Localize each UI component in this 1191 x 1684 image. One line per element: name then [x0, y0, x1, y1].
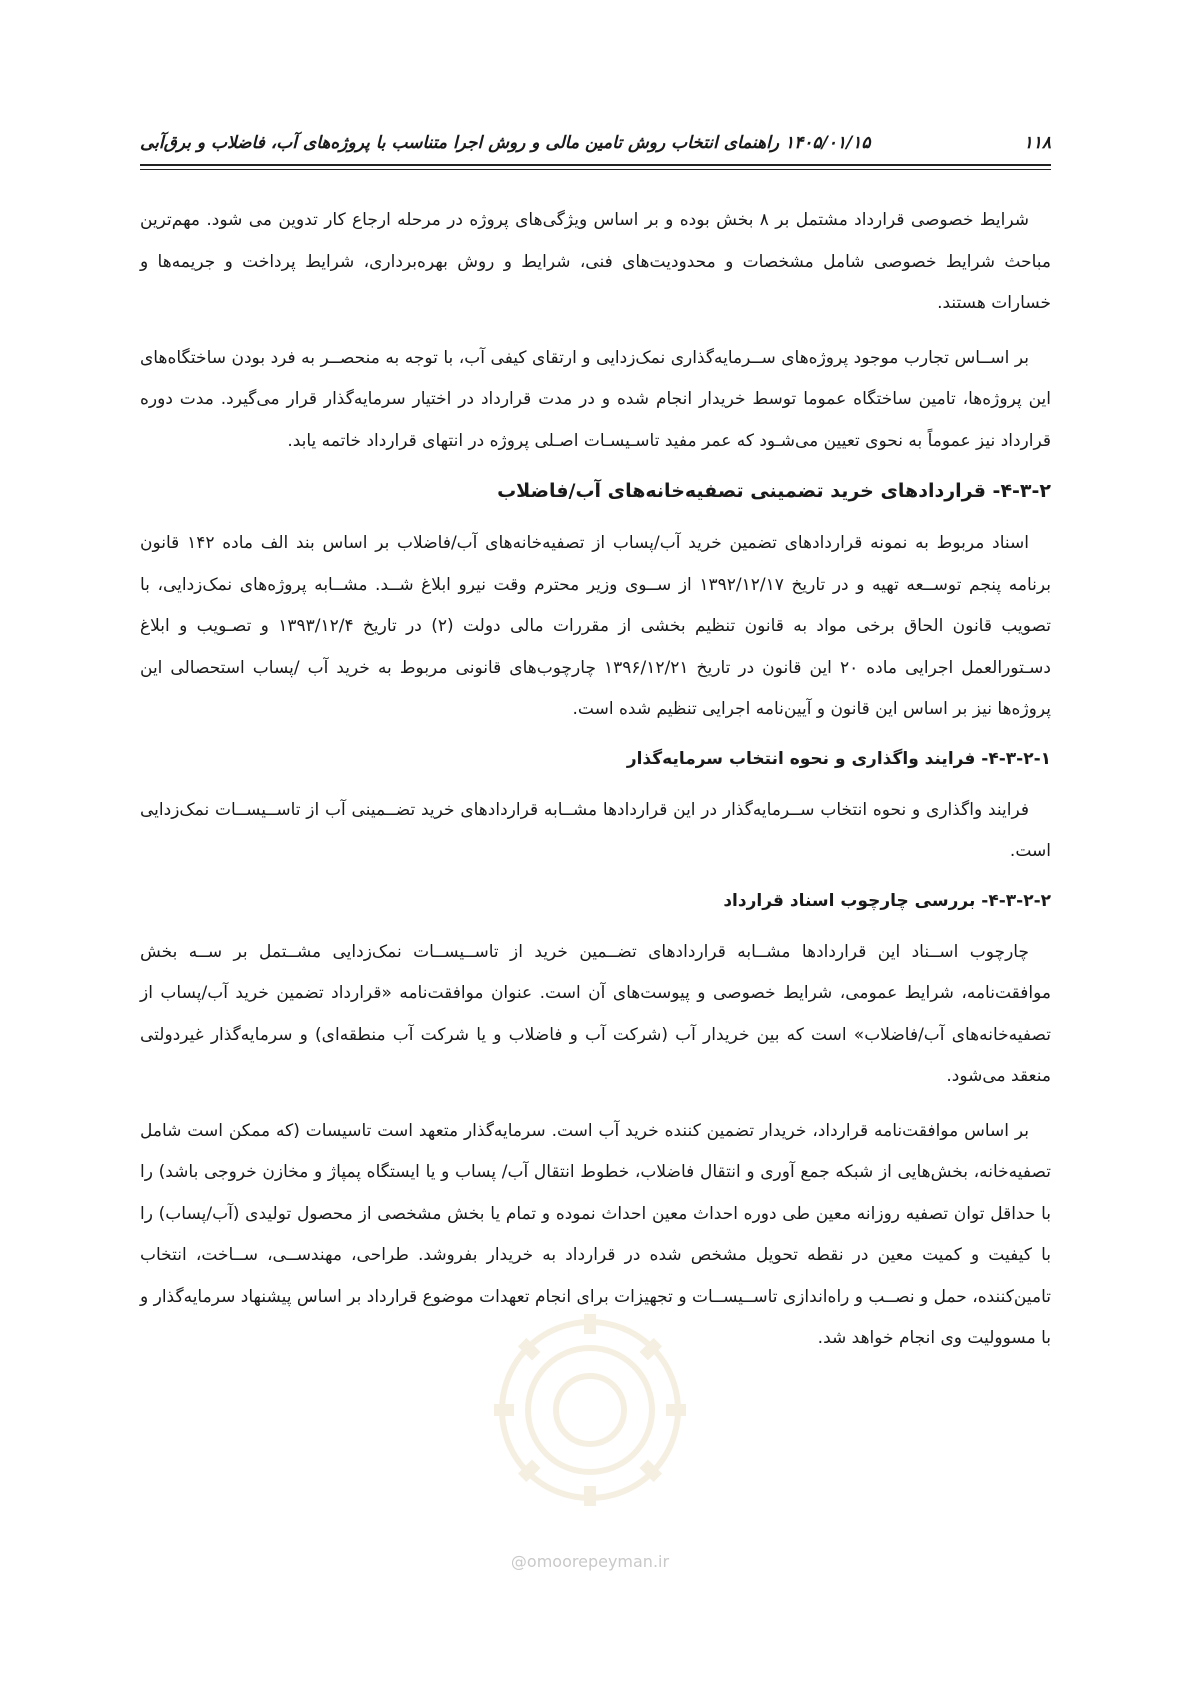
subsection-heading-investor-selection: ۴-۳-۲-۱- فرایند واگذاری و نحوه انتخاب سرمایه‌گذار — [626, 748, 1051, 769]
header-rule-thin — [140, 169, 1051, 170]
subsection-heading-contract-framework: ۴-۳-۲-۲- بررسی چارچوب اسناد قرارداد — [723, 890, 1051, 911]
paragraph-legal-framework: اسناد مربوط به نمونه قراردادهای تضمین خرید آب/پساب از تصفیه‌خانه‌های آب/فاضلاب بر اساس بند الف ماده ۱۴۲ قانون برنامه پنجم توســعه تهیه و در تاریخ ۱۳۹۲/۱۲/۱۷ از ســوی وزیر محترم وقت نیرو ابلاغ شــد. مشــابه پروژه‌های نمک‌زدایی، با تصویب قانون الحاق برخی مواد به قانون تنظیم بخشی از مقررات مالی دولت (۲) در تاریخ ۱۳۹۳/۱۲/۴ و تصـویب و ابلاغ دسـتورالعمل اجرایی ماده ۲۰ این قانون در تاریخ ۱۳۹۶/۱۲/۲۱ چارچوب‌های قانونی مربوط به خرید آب /پساب استحصالی این پروژه‌ها نیز بر اساس این قانون و آیین‌نامه اجرایی تنظیم شده است. — [140, 533, 1052, 719]
paragraph-investor-selection: فرایند واگذاری و نحوه انتخاب ســرمایه‌گذار در این قراردادها مشــابه قراردادهای خرید تضــمینی آب از تاســیســات نمک‌زدایی است. — [140, 799, 1051, 861]
page-number: ۱۱۸ — [1023, 133, 1051, 153]
watermark-text: @omoorepeyman.ir — [510, 1552, 670, 1571]
paragraph-desalination-experience: بر اســاس تجارب موجود پروژه‌های ســرمایه‌گذاری نمک‌زدایی و ارتقای کیفی آب، با توجه به منحصــر به فرد بودن ساختگاه‌های این پروژه‌ها، تامین ساختگاه عموما توسط خریدار انجام شده و در مدت قرارداد در اختیار سرمایه‌گذار قرار می‌گیرد. مدت دوره قرارداد نیز عموماً به نحوی تعیین می‌شـود که عمر مفید تاسـیسـات اصـلی پروژه در انتهای قرارداد خاتمه یابد. — [140, 347, 1051, 451]
body-text — [140, 200, 1051, 1373]
section-heading-guaranteed-purchase: ۴-۳-۲- قراردادهای خرید تضمینی تصفیه‌خانه‌های آب/فاضلاب — [497, 480, 1051, 502]
page-header — [140, 125, 1051, 161]
header-rule — [140, 164, 1051, 166]
running-title: ۱۴۰۵/۰۱/۱۵ راهنمای انتخاب روش تامین مالی و روش اجرا متناسب با پروژه‌های آب، فاضلاب و برق‌آبی — [140, 133, 871, 153]
paragraph-private-conditions: شرایط خصوصی قرارداد مشتمل بر ۸ بخش بوده و بر اساس ویژگی‌های پروژه در مرحله ارجاع کار تدوین می شود. مهم‌ترین مباحث شرایط خصوصی شامل مشخصات و محدودیت‌های فنی، شرایط و روش بهره‌برداری، شرایط پرداخت و جریمه‌ها و خسارات هستند. — [140, 210, 1051, 313]
paragraph-contract-obligations: بر اساس موافقت‌نامه قرارداد، خریدار تضمین کننده خرید آب است. سرمایه‌گذار متعهد است تاسیسات (که ممکن است شامل تصفیه‌خانه، بخش‌هایی از شبکه جمع آوری و انتقال فاضلاب، خطوط انتقال آب/ پساب و یا ایستگاه پمپاژ و مخازن خروجی باشد) را با حداقل توان تصفیه روزانه معین طی دوره احداث معین احداث نموده و تمام یا بخش مشخصی از محصول تولیدی (آب/پساب) را با کیفیت و کمیت معین در نقطه تحویل مشخص شده در قرارداد به خریدار بفروشد. طراحی، مهندســی، ســاخت، انتخاب تامین‌کننده، حمل و نصــب و راه‌اندازی تاســیســات و تجهیزات برای انجام تعهدات موضوع قرارداد بر اساس پیشنهاد سرمایه‌گذار و با مسوولیت وی انجام خواهد شد. — [140, 1120, 1051, 1348]
paragraph-contract-documents: چارچوب اســناد این قراردادها مشــابه قراردادهای تضــمین خرید از تاســیســات نمک‌زدایی مشــتمل بر ســه بخش موافقت‌نامه، شرایط عمومی، شرایط خصوصی و پیوست‌های آن است. عنوان موافقت‌نامه «قرارداد تضمین خرید آب/پساب از تصفیه‌خانه‌های آب/فاضلاب» است که بین خریدار آب (شرکت آب و فاضلاب و یا شرکت آب منطقه‌ای) و سرمایه‌گذار غیردولتی منعقد می‌شود. — [140, 941, 1051, 1086]
